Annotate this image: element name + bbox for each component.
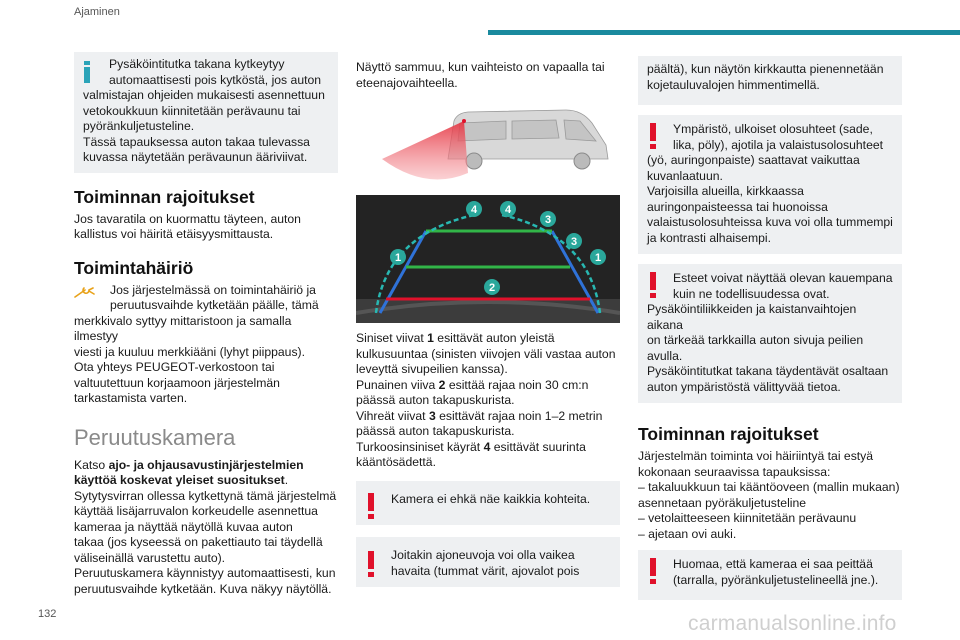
camera-icon: [462, 119, 466, 123]
camera-line: väliseinällä varustettu auto).: [74, 550, 226, 565]
intro-line: eteenajovaihteella.: [356, 75, 458, 90]
warning-line: Pysäköintitutkat takana täydentävät osaltaan: [647, 364, 889, 378]
warning-line: auringonpaisteessa tai huonoissa: [647, 199, 828, 214]
svg-text:2: 2: [488, 282, 496, 294]
warning-line: Kamera ei ehkä näe kaikkia kohteita.: [391, 491, 591, 506]
fault-line: viesti ja kuuluu merkkiääni (lyhyt piippaus).: [74, 344, 305, 359]
warning-icon: [368, 551, 374, 577]
camera-intro-cont: [74, 473, 338, 489]
warning-line: (tarralla, pyöränkuljetustelineellä jne.).: [673, 572, 879, 587]
info-line: valmistajan ohjeiden mukaisesti asennettuun: [83, 88, 325, 102]
warning-line: Varjoisilla alueilla, kirkkaassa: [647, 184, 804, 198]
camera-line: takaa (jos kyseessä on pakettiauto tai täydellä: [74, 535, 323, 549]
section-title: Ajaminen: [74, 6, 120, 18]
limits-line: kokonaan seuraavissa tapauksissa:: [638, 464, 831, 479]
desc-line: Vihreät viivat 3 esittävät rajaa noin 1–2 metrin: [356, 408, 603, 423]
camera-line: Peruutuskamera käynnistyy automaattisesti, kun: [74, 566, 336, 580]
limits-line: – takaluukkuun tai kääntöoveen (mallin mukaan): [638, 480, 900, 494]
warning-line: kojetauluvalojen himmentimellä.: [647, 77, 820, 92]
warning-box-cover: [638, 550, 902, 600]
diagram-marker-4: [500, 201, 516, 217]
fault-line: peruutusvaihde kytketään päälle, tämä: [110, 298, 319, 312]
info-line: automaattisesti pois kytköstä, jos auton: [109, 72, 322, 87]
heading-limits: Toiminnan rajoitukset: [74, 186, 255, 207]
camera-intro-bold: ajo- ja ohjausavustinjärjestelmien: [108, 457, 304, 472]
diagram-marker-3: [566, 233, 582, 249]
header-accent-bar: [488, 30, 960, 35]
warning-box-conditions: [638, 115, 902, 254]
svg-text:3: 3: [544, 214, 552, 226]
warning-line: Esteet voivat näyttää olevan kauempana: [673, 271, 893, 285]
heading-fault: Toimintahäiriö: [74, 257, 194, 278]
page-number: 132: [38, 608, 57, 620]
svg-text:3: 3: [570, 236, 578, 248]
svg-text:4: 4: [470, 204, 478, 216]
warning-icon: [650, 558, 656, 584]
svg-text:1: 1: [594, 252, 602, 264]
desc-line: kääntösädettä.: [356, 455, 436, 469]
info-box-trailer: [74, 52, 338, 173]
info-line: pyöränkuljetusteline.: [83, 119, 195, 133]
diagram-marker-1: [590, 249, 606, 265]
svg-text:1: 1: [394, 252, 402, 264]
info-line: kuvassa näytetään perävaunun ääriviivat.: [83, 150, 308, 164]
camera-intro: [74, 458, 338, 474]
desc-line: Punainen viiva 2 esittää rajaa noin 30 cm:n: [356, 377, 589, 392]
warning-box-objects: [356, 481, 620, 526]
warning-icon: [650, 272, 656, 298]
camera-intro-bold: käyttöä koskevat yleiset suositukset: [74, 473, 285, 487]
warning-line: valaistusolosuhteissa kuva voi olla tummempi: [647, 215, 893, 229]
camera-line: kameraa ja näyttää näytöllä kuvaa auton: [74, 519, 293, 534]
diagram-marker-3: [540, 211, 556, 227]
camera-view-zone: [382, 121, 468, 179]
wrench-warning-icon: [74, 285, 96, 299]
fault-line: Ota yhteys PEUGEOT-verkostoon tai: [74, 360, 275, 374]
warning-line: (yö, auringonpaiste) saattavat vaikuttaa: [647, 153, 860, 167]
limits-line: – vetolaitteeseen kiinnitetään perävaunu: [638, 511, 857, 525]
limits-line: Jos tavaratila on kuormattu täyteen, auton: [74, 211, 301, 226]
warning-icon: [368, 493, 374, 519]
warning-line: auton ympäristöstä välittyvää tietoa.: [647, 379, 841, 394]
fault-line: merkkivalo syttyy mittaristoon ja samalla ilmestyy: [74, 313, 292, 343]
desc-line: päässä auton takapuskurista.: [356, 424, 515, 438]
van-rear-illustration: [356, 99, 620, 191]
diagram-marker-2: [484, 279, 500, 295]
warning-line: kuvanlaatuun.: [647, 168, 723, 183]
wheel-icon: [466, 153, 482, 169]
van-body: [448, 110, 608, 159]
limits-line: asennetaan pyöräkuljetusteline: [638, 495, 807, 510]
desc-line: kulkusuuntaa (sinisten viivojen väli vastaa auton: [356, 346, 616, 361]
warning-line: Huomaa, että kameraa ei saa peittää: [673, 557, 873, 571]
warning-box-continued: [638, 56, 902, 105]
fault-line: valtuutettuun korjaamoon järjestelmän: [74, 375, 280, 390]
camera-intro-period: .: [284, 473, 289, 487]
warning-box-obstacles: [638, 264, 902, 403]
warning-line: Ympäristö, ulkoiset olosuhteet (sade,: [673, 122, 873, 136]
column-middle: [356, 60, 620, 587]
warning-box-vehicles: [356, 537, 620, 587]
limits-line: – ajetaan ovi auki.: [638, 526, 737, 541]
desc-line: päässä auton takapuskurista.: [356, 393, 515, 407]
warning-line: lika, pöly), ajotila ja valaistusolosuhteet: [673, 137, 884, 152]
warning-line: havaita (tummat värit, ajovalot pois: [391, 563, 580, 578]
warning-line: avulla.: [647, 348, 683, 363]
watermark: carmanualsonline.info: [688, 612, 897, 635]
intro-line: Näyttö sammuu, kun vaihteisto on vapaalla tai: [356, 60, 605, 74]
limits-line: Järjestelmän toiminta voi häiriintyä tai estyä: [638, 449, 874, 463]
desc-line: Turkoosinsiniset käyrät 4 esittävät suurinta: [356, 439, 586, 454]
diagram-marker-4: [466, 201, 482, 217]
heading-camera: Peruutuskamera: [74, 424, 236, 450]
camera-line: käyttää lisäjarruvalon korkeudelle asennettua: [74, 504, 318, 518]
warning-line: päältä), kun näytön kirkkautta pienennetään: [647, 62, 884, 76]
warning-line: on tärkeää tarkkailla auton sivuja peilien: [647, 333, 864, 347]
desc-line: Siniset viivat 1 esittävät auton yleistä: [356, 331, 555, 345]
warning-line: Pysäköintiliikkeiden ja kaistanvaihtojen aikana: [647, 302, 857, 332]
warning-line: kuin ne todellisuudessa ovat.: [673, 286, 830, 301]
fault-line: tarkastamista varten.: [74, 391, 188, 405]
info-line: Tässä tapauksessa auton takaa tulevassa: [83, 134, 310, 149]
info-line: Pysäköintitutka takana kytkeytyy: [109, 57, 285, 71]
warning-line: ja kontrasti alhaisempi.: [647, 230, 771, 245]
column-right: [638, 56, 902, 600]
info-line: vetokoukkuun kiinnitetään perävaunu tai: [83, 103, 301, 118]
camera-line: peruutusvaihde kytketään. Kuva näkyy näytöllä.: [74, 581, 332, 596]
diagram-marker-1: [390, 249, 406, 265]
desc-line: leveyttä sivupeilien kanssa).: [356, 362, 508, 376]
warning-icon: [650, 123, 656, 149]
fault-line: Jos järjestelmässä on toimintahäiriö ja: [110, 282, 316, 297]
column-left: [74, 52, 338, 597]
camera-line: Sytytysvirran ollessa kytkettynä tämä järjestelmä: [74, 488, 337, 503]
svg-text:4: 4: [504, 204, 512, 216]
limits-line: kallistus voi häiritä etäisyysmittausta.: [74, 227, 274, 241]
camera-guide-lines-diagram: [356, 195, 620, 323]
heading-limits-camera: Toiminnan rajoitukset: [638, 424, 819, 444]
wheel-icon: [574, 153, 590, 169]
camera-intro-text: Katso: [74, 457, 109, 472]
warning-line: Joitakin ajoneuvoja voi olla vaikea: [391, 548, 575, 562]
info-icon: [84, 61, 90, 83]
